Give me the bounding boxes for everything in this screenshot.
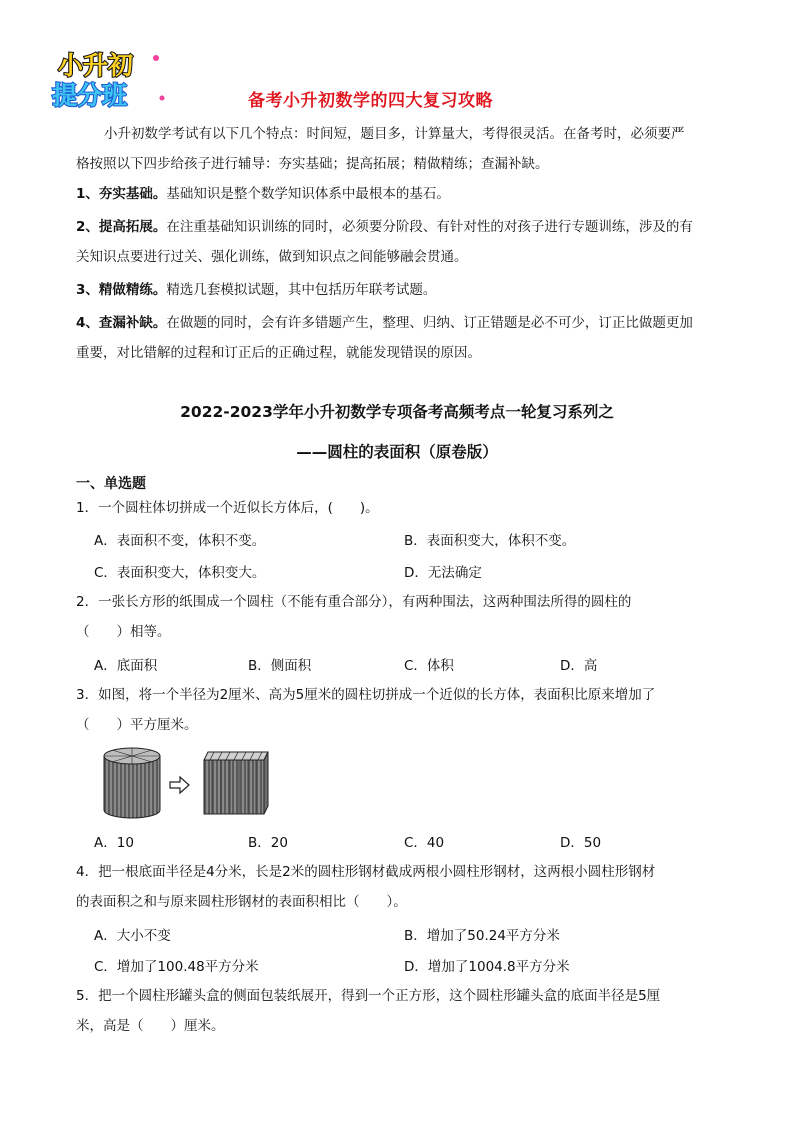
intro-line: 格按照以下四步给孩子进行辅导：夯实基础；提高拓展；精做精练；查漏补缺。: [76, 156, 549, 172]
guide-intro: [76, 124, 716, 145]
question-4-option-a: A．大小不变: [94, 928, 171, 944]
question-3-option-b: B．20: [248, 835, 288, 851]
question-1-option-d: D．无法确定: [404, 565, 482, 581]
question-2-option-b: B．侧面积: [248, 658, 312, 674]
guide-point-4-cont: [76, 343, 716, 364]
question-1-option-a: A．表面积不变，体积不变。: [94, 533, 266, 549]
question-2-option-d: D．高: [560, 658, 598, 674]
question-4-stem-cont: 的表面积之和与原来圆柱形钢材的表面积相比（ ）。: [76, 894, 407, 910]
point-text: 关知识点要进行过关、强化训练，做到知识点之间能够融会贯通。: [76, 249, 468, 265]
guide-point-2-cont: [76, 247, 716, 268]
question-1-stem: 1．一个圆柱体切拼成一个近似长方体后，( )。: [76, 500, 379, 516]
point-heading: 2、提高拓展。: [76, 219, 167, 235]
question-5-stem-cont: 米，高是（ ）厘米。: [76, 1018, 225, 1034]
cuboid-icon: [204, 752, 268, 814]
question-4-option-c: C．增加了100.48平方分米: [94, 959, 259, 975]
question-2-stem-cont: （ ）相等。: [76, 624, 171, 640]
guide-title: 备考小升初数学的四大复习攻略: [248, 91, 493, 111]
intro-line: 小升初数学考试有以下几个特点：时间短，题目多，计算量大，考得很灵活。在备考时，必须要严: [104, 126, 685, 142]
point-heading: 1、夯实基础。: [76, 186, 167, 202]
arrow-right-icon: [170, 777, 189, 793]
logo-dot-icon: [153, 55, 159, 61]
question-4-stem: 4．把一根底面半径是4分米，长是2米的圆柱形钢材截成两根小圆柱形钢材，这两根小圆柱形钢材: [76, 864, 656, 880]
point-text: 在注重基础知识训练的同时，必须要分阶段、有针对性的对孩子进行专题训练，涉及的有: [166, 219, 693, 235]
question-3-option-a: A．10: [94, 835, 134, 851]
question-3-stem: 3．如图，将一个半径为2厘米、高为5厘米的圆柱切拼成一个近似的长方体，表面积比原来增加了: [76, 687, 656, 703]
logo-line-1: 小升初: [58, 51, 134, 80]
exam-title-line-2: ——圆柱的表面积（原卷版）: [296, 443, 498, 461]
question-2-option-a: A．底面积: [94, 658, 158, 674]
question-3-option-d: D．50: [560, 835, 602, 851]
point-text: 基础知识是整个数学知识体系中最根本的基石。: [166, 186, 450, 202]
logo: [50, 46, 168, 112]
cylinder-to-cuboid-figure: [100, 744, 320, 820]
point-heading: 3、精做精练。: [76, 282, 167, 298]
logo-dot-icon: [160, 96, 165, 101]
point-text: 在做题的同时，会有许多错题产生，整理、归纳、订正错题是必不可少，订正比做题更加: [166, 315, 693, 331]
question-1-option-c: C．表面积变大，体积变大。: [94, 565, 266, 581]
question-3-stem-cont: （ ）平方厘米。: [76, 717, 198, 733]
question-2-option-c: C．体积: [404, 658, 454, 674]
section-heading: 一、单选题: [76, 476, 146, 492]
point-text: 精选几套模拟试题，其中包括历年联考试题。: [166, 282, 437, 298]
guide-point-1: [76, 184, 716, 205]
question-3-option-c: C．40: [404, 835, 445, 851]
guide-point-3: [76, 280, 716, 301]
question-4-option-d: D．增加了1004.8平方分米: [404, 959, 570, 975]
point-text: 重要，对比错解的过程和订正后的正确过程，就能发现错误的原因。: [76, 345, 481, 361]
logo-line-2: 提分班: [52, 81, 128, 110]
question-2-stem: 2．一张长方形的纸围成一个圆柱（不能有重合部分），有两种围法，这两种围法所得的圆柱的: [76, 594, 632, 610]
question-1-option-b: B．表面积变大，体积不变。: [404, 533, 576, 549]
question-5-stem: 5．把一个圆柱形罐头盒的侧面包装纸展开，得到一个正方形，这个圆柱形罐头盒的底面半径是5厘: [76, 988, 661, 1004]
point-heading: 4、查漏补缺。: [76, 315, 167, 331]
cylinder-icon: [104, 748, 160, 818]
guide-point-4: [76, 313, 716, 334]
question-4-option-b: B．增加了50.24平方分米: [404, 928, 560, 944]
guide-point-2: [76, 217, 716, 238]
guide-intro-cont: [76, 154, 716, 175]
exam-title-line-1: 2022-2023学年小升初数学专项备考高频考点一轮复习系列之: [180, 403, 614, 421]
